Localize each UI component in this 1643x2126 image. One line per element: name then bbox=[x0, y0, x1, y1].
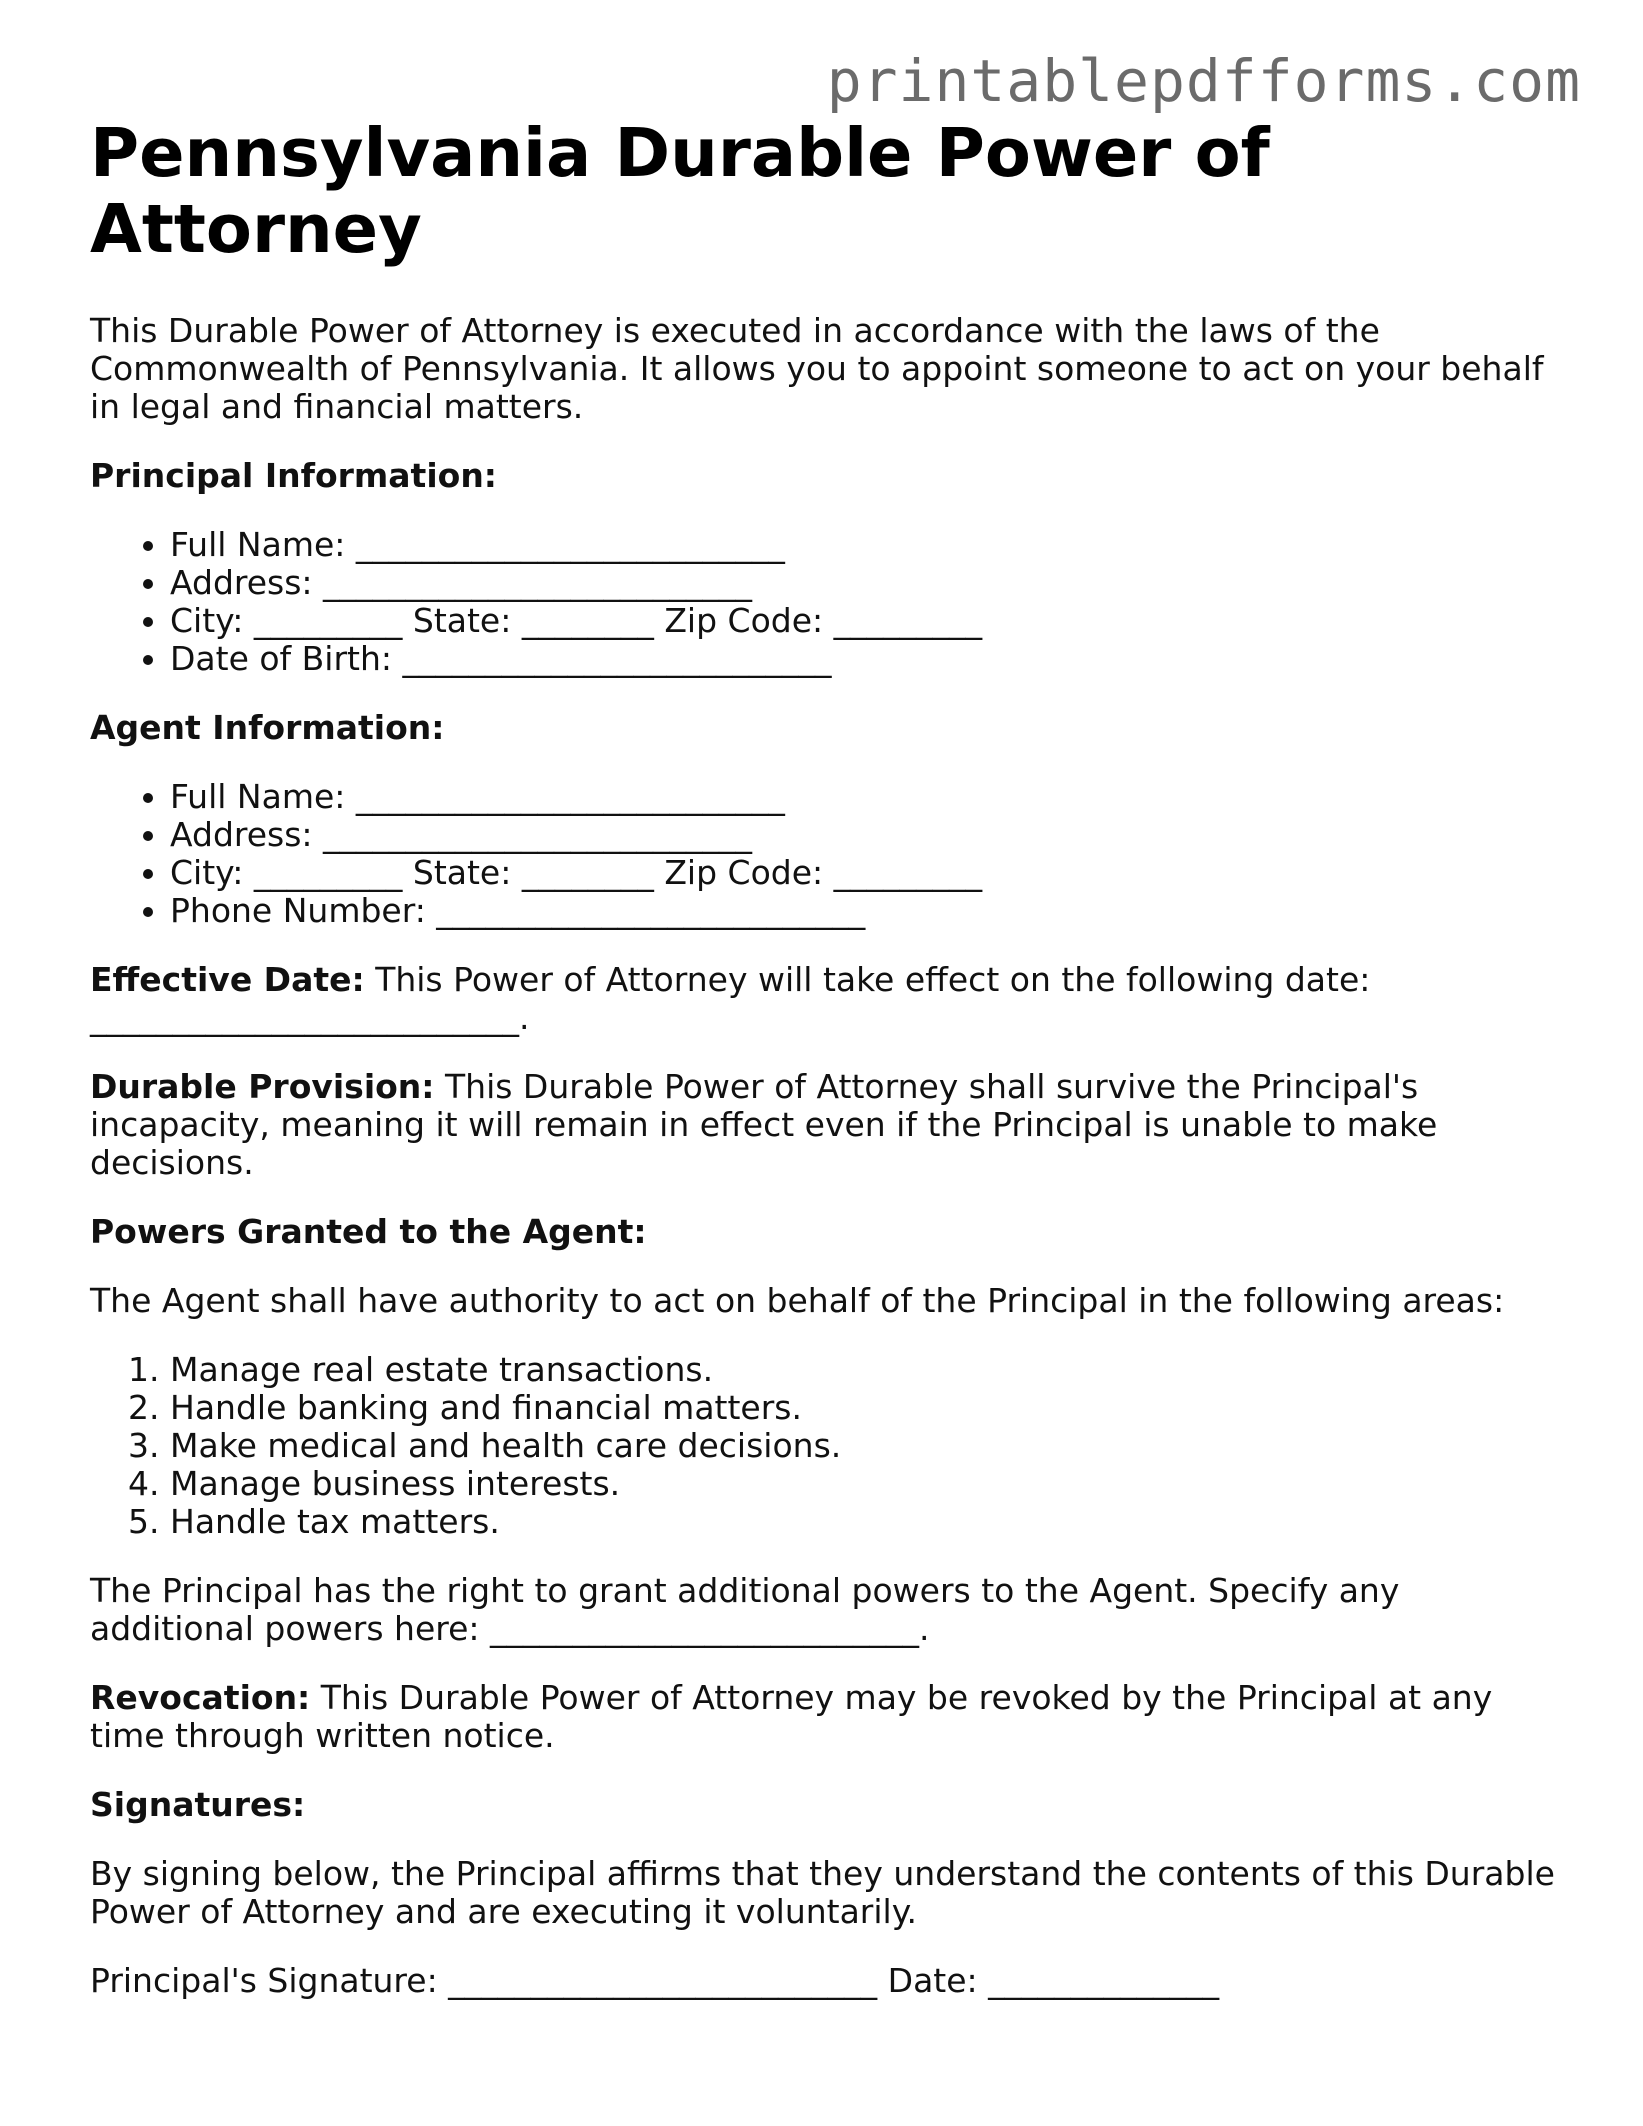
signatures-paragraph: By signing below, the Principal affirms that they understand the contents of this Durable Power of Attorney and are executing it voluntarily. bbox=[90, 1854, 1555, 1931]
page-title: Pennsylvania Durable Power of Attorney bbox=[90, 114, 1270, 268]
principal-address-field: • Address: __________________________ bbox=[170, 564, 1560, 602]
durable-provision-paragraph bbox=[90, 1068, 1560, 1182]
principal-date-of-birth-field: • Date of Birth: __________________________ bbox=[170, 640, 1560, 678]
power-item: 3. Make medical and health care decisions. bbox=[170, 1427, 1560, 1465]
principal-signature-line: Principal's Signature: __________________________ Date: ______________ bbox=[90, 1961, 1220, 2000]
powers-heading: Powers Granted to the Agent: bbox=[90, 1212, 647, 1251]
powers-intro: The Agent shall have authority to act on behalf of the Principal in the following areas: bbox=[90, 1281, 1505, 1320]
durable-provision-label: Durable Provision: bbox=[90, 1067, 435, 1106]
power-item: 2. Handle banking and financial matters. bbox=[170, 1389, 1560, 1427]
agent-address-field: • Address: __________________________ bbox=[170, 816, 1560, 854]
effective-date-text: This Power of Attorney will take effect on the following date: __________________________. bbox=[90, 960, 1371, 1037]
power-item: 5. Handle tax matters. bbox=[170, 1503, 1560, 1541]
agent-city-state-zip-field: • City: _________ State: ________ Zip Code: _________ bbox=[170, 854, 1560, 892]
power-item: 4. Manage business interests. bbox=[170, 1465, 1560, 1503]
effective-date-paragraph bbox=[90, 961, 1560, 1037]
principal-city-state-zip-field: • City: _________ State: ________ Zip Code: _________ bbox=[170, 602, 1560, 640]
additional-powers-paragraph: The Principal has the right to grant additional powers to the Agent. Specify any additional powers here: __________________________. bbox=[90, 1571, 1400, 1648]
revocation-paragraph bbox=[90, 1679, 1560, 1755]
powers-list bbox=[90, 1351, 1560, 1541]
revocation-text: This Durable Power of Attorney may be revoked by the Principal at any time through written notice. bbox=[90, 1678, 1493, 1755]
signatures-heading: Signatures: bbox=[90, 1785, 306, 1824]
principal-heading: Principal Information: bbox=[90, 456, 498, 495]
durable-provision-text: This Durable Power of Attorney shall survive the Principal's incapacity, meaning it will remain in effect even if the Principal is unable to make decisions. bbox=[90, 1067, 1438, 1182]
agent-fields-list bbox=[90, 778, 1560, 930]
agent-phone-number-field: • Phone Number: __________________________ bbox=[170, 892, 1560, 930]
effective-date-label: Effective Date: bbox=[90, 960, 365, 999]
intro-paragraph: This Durable Power of Attorney is executed in accordance with the laws of the Commonwealth of Pennsylvania. It allows you to appoint someone to act on your behalf in legal and financial matters. bbox=[90, 311, 1544, 426]
agent-heading: Agent Information: bbox=[90, 708, 445, 747]
agent-full-name-field: • Full Name: __________________________ bbox=[170, 778, 1560, 816]
watermark: printablepdfforms.com bbox=[826, 47, 1581, 115]
power-item: 1. Manage real estate transactions. bbox=[170, 1351, 1560, 1389]
principal-full-name-field: • Full Name: __________________________ bbox=[170, 526, 1560, 564]
document-body bbox=[90, 115, 1560, 2000]
principal-fields-list bbox=[90, 526, 1560, 678]
revocation-label: Revocation: bbox=[90, 1678, 311, 1717]
